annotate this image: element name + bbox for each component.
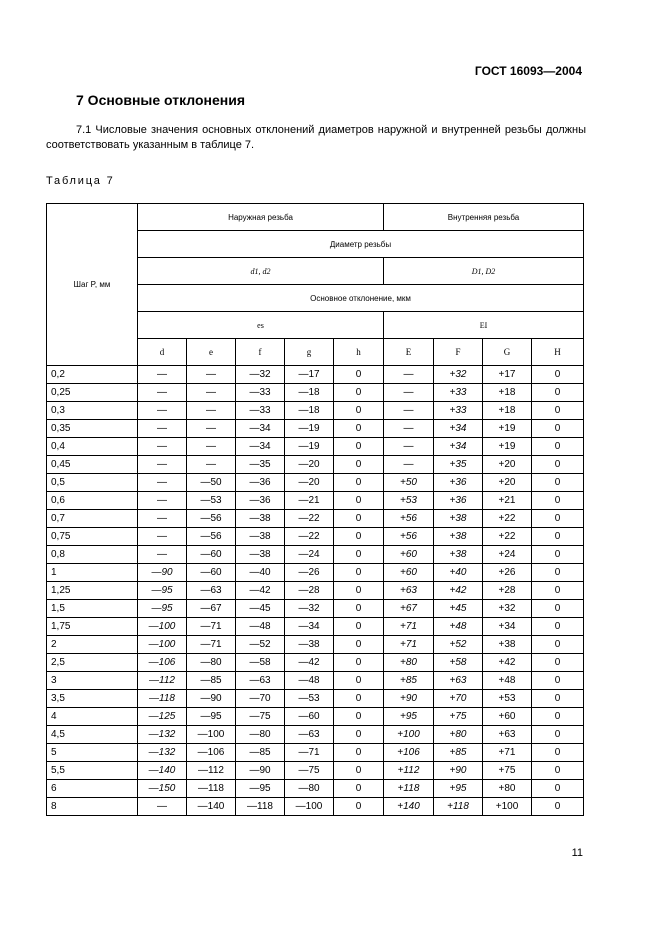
value-cell-h-internal: 0	[532, 582, 584, 600]
value-cell-g-internal: +22	[483, 510, 532, 528]
value-cell-g-internal: +53	[483, 690, 532, 708]
value-cell-e-internal: —	[384, 420, 434, 438]
value-cell-h-external: 0	[334, 672, 384, 690]
value-cell-g-internal: +71	[483, 744, 532, 762]
value-cell-h-external: 0	[334, 618, 384, 636]
value-cell-e-internal: —	[384, 384, 434, 402]
value-cell-g-external: —100	[285, 798, 334, 816]
table-row	[47, 780, 584, 798]
step-cell: 0,8	[47, 546, 138, 564]
deviations-table	[46, 203, 584, 816]
value-cell-e-internal: +85	[384, 672, 434, 690]
step-cell: 4	[47, 708, 138, 726]
value-cell-d-external: —	[138, 384, 187, 402]
step-cell: 0,75	[47, 528, 138, 546]
value-cell-g-internal: +34	[483, 618, 532, 636]
value-cell-e-external: —56	[187, 510, 236, 528]
value-cell-d-external: —90	[138, 564, 187, 582]
value-cell-e-external: —	[187, 366, 236, 384]
value-cell-h-internal: 0	[532, 510, 584, 528]
value-cell-g-external: —32	[285, 600, 334, 618]
table-row	[47, 672, 584, 690]
value-cell-e-external: —	[187, 456, 236, 474]
value-cell-g-external: —17	[285, 366, 334, 384]
table-row	[47, 726, 584, 744]
value-cell-e-external: —80	[187, 654, 236, 672]
value-cell-h-external: 0	[334, 492, 384, 510]
value-cell-e-internal: +80	[384, 654, 434, 672]
internal-diameter-symbols: D1, D2	[384, 258, 584, 285]
value-cell-d-external: —	[138, 492, 187, 510]
table-row	[47, 438, 584, 456]
value-cell-h-internal: 0	[532, 726, 584, 744]
table-row	[47, 366, 584, 384]
value-cell-g-internal: +32	[483, 600, 532, 618]
value-cell-f-internal: +90	[434, 762, 483, 780]
value-cell-d-external: —132	[138, 744, 187, 762]
column-letter-header: E	[384, 339, 434, 366]
value-cell-f-external: —38	[236, 528, 285, 546]
value-cell-f-external: —45	[236, 600, 285, 618]
value-cell-g-external: —24	[285, 546, 334, 564]
step-header: Шаг P, мм	[47, 204, 138, 366]
value-cell-g-external: —22	[285, 528, 334, 546]
value-cell-d-external: —	[138, 366, 187, 384]
step-cell: 4,5	[47, 726, 138, 744]
value-cell-f-internal: +36	[434, 492, 483, 510]
value-cell-g-external: —60	[285, 708, 334, 726]
value-cell-h-internal: 0	[532, 762, 584, 780]
value-cell-e-external: —	[187, 384, 236, 402]
value-cell-e-external: —140	[187, 798, 236, 816]
value-cell-g-external: —18	[285, 384, 334, 402]
value-cell-d-external: —	[138, 438, 187, 456]
external-thread-header: Наружная резьба	[138, 204, 384, 231]
value-cell-g-internal: +18	[483, 402, 532, 420]
value-cell-f-external: —80	[236, 726, 285, 744]
value-cell-f-external: —34	[236, 420, 285, 438]
value-cell-h-external: 0	[334, 456, 384, 474]
table-row	[47, 546, 584, 564]
value-cell-g-internal: +22	[483, 528, 532, 546]
value-cell-f-external: —52	[236, 636, 285, 654]
column-letter-header: G	[483, 339, 532, 366]
step-cell: 0,5	[47, 474, 138, 492]
value-cell-h-internal: 0	[532, 528, 584, 546]
value-cell-e-external: —56	[187, 528, 236, 546]
value-cell-g-external: —53	[285, 690, 334, 708]
value-cell-d-external: —95	[138, 600, 187, 618]
value-cell-g-external: —20	[285, 456, 334, 474]
value-cell-f-internal: +42	[434, 582, 483, 600]
value-cell-g-external: —80	[285, 780, 334, 798]
column-letter-header: f	[236, 339, 285, 366]
value-cell-f-internal: +34	[434, 438, 483, 456]
value-cell-e-internal: +56	[384, 528, 434, 546]
value-cell-f-external: —63	[236, 672, 285, 690]
value-cell-d-external: —106	[138, 654, 187, 672]
value-cell-e-internal: —	[384, 456, 434, 474]
value-cell-h-internal: 0	[532, 744, 584, 762]
value-cell-e-internal: +71	[384, 636, 434, 654]
value-cell-h-internal: 0	[532, 438, 584, 456]
value-cell-e-internal: +90	[384, 690, 434, 708]
value-cell-e-external: —71	[187, 618, 236, 636]
value-cell-f-external: —40	[236, 564, 285, 582]
value-cell-g-external: —42	[285, 654, 334, 672]
value-cell-f-external: —34	[236, 438, 285, 456]
value-cell-h-internal: 0	[532, 690, 584, 708]
ei-header: EI	[384, 312, 584, 339]
table-row	[47, 708, 584, 726]
value-cell-g-internal: +24	[483, 546, 532, 564]
value-cell-h-internal: 0	[532, 780, 584, 798]
value-cell-e-internal: +60	[384, 546, 434, 564]
value-cell-h-internal: 0	[532, 618, 584, 636]
value-cell-d-external: —	[138, 474, 187, 492]
value-cell-f-internal: +45	[434, 600, 483, 618]
column-letter-header: F	[434, 339, 483, 366]
value-cell-e-internal: —	[384, 438, 434, 456]
intro-paragraph: 7.1 Числовые значения основных отклонений диаметров наружной и внутренней резьбы должны соответствовать указанным в таблице 7.	[46, 124, 586, 151]
internal-thread-header: Внутренняя резьба	[384, 204, 584, 231]
value-cell-e-external: —71	[187, 636, 236, 654]
value-cell-f-external: —33	[236, 384, 285, 402]
value-cell-d-external: —	[138, 798, 187, 816]
value-cell-f-internal: +33	[434, 402, 483, 420]
table-row	[47, 420, 584, 438]
value-cell-e-external: —118	[187, 780, 236, 798]
step-cell: 0,7	[47, 510, 138, 528]
step-cell: 3,5	[47, 690, 138, 708]
value-cell-f-external: —36	[236, 492, 285, 510]
value-cell-h-internal: 0	[532, 672, 584, 690]
value-cell-h-external: 0	[334, 690, 384, 708]
value-cell-h-internal: 0	[532, 654, 584, 672]
step-cell: 1,25	[47, 582, 138, 600]
value-cell-f-internal: +52	[434, 636, 483, 654]
value-cell-e-external: —	[187, 438, 236, 456]
value-cell-h-external: 0	[334, 798, 384, 816]
table-caption: Таблица 7	[46, 175, 115, 187]
value-cell-g-external: —63	[285, 726, 334, 744]
value-cell-h-external: 0	[334, 726, 384, 744]
value-cell-h-internal: 0	[532, 402, 584, 420]
table-row	[47, 654, 584, 672]
value-cell-g-internal: +42	[483, 654, 532, 672]
value-cell-e-internal: +118	[384, 780, 434, 798]
value-cell-g-external: —21	[285, 492, 334, 510]
value-cell-d-external: —	[138, 420, 187, 438]
value-cell-h-external: 0	[334, 780, 384, 798]
value-cell-h-external: 0	[334, 636, 384, 654]
value-cell-f-external: —118	[236, 798, 285, 816]
value-cell-e-internal: +100	[384, 726, 434, 744]
value-cell-h-external: 0	[334, 474, 384, 492]
table-row	[47, 690, 584, 708]
deviation-header: Основное отклонение, мкм	[138, 285, 584, 312]
value-cell-e-internal: +67	[384, 600, 434, 618]
table-row	[47, 618, 584, 636]
value-cell-f-external: —35	[236, 456, 285, 474]
value-cell-g-external: —26	[285, 564, 334, 582]
value-cell-g-internal: +63	[483, 726, 532, 744]
table-row	[47, 762, 584, 780]
value-cell-h-external: 0	[334, 384, 384, 402]
value-cell-f-external: —58	[236, 654, 285, 672]
column-letter-header: d	[138, 339, 187, 366]
table-row	[47, 510, 584, 528]
value-cell-f-external: —38	[236, 510, 285, 528]
step-cell: 6	[47, 780, 138, 798]
step-cell: 3	[47, 672, 138, 690]
table-row	[47, 582, 584, 600]
value-cell-f-internal: +36	[434, 474, 483, 492]
value-cell-f-internal: +35	[434, 456, 483, 474]
table-row	[47, 798, 584, 816]
value-cell-e-external: —63	[187, 582, 236, 600]
value-cell-d-external: —125	[138, 708, 187, 726]
value-cell-g-internal: +100	[483, 798, 532, 816]
es-header: es	[138, 312, 384, 339]
value-cell-g-external: —34	[285, 618, 334, 636]
value-cell-f-internal: +32	[434, 366, 483, 384]
value-cell-g-internal: +80	[483, 780, 532, 798]
value-cell-g-external: —28	[285, 582, 334, 600]
value-cell-d-external: —100	[138, 618, 187, 636]
value-cell-h-external: 0	[334, 402, 384, 420]
value-cell-e-external: —112	[187, 762, 236, 780]
value-cell-h-external: 0	[334, 564, 384, 582]
value-cell-h-external: 0	[334, 438, 384, 456]
column-letter-header: H	[532, 339, 584, 366]
value-cell-e-external: —85	[187, 672, 236, 690]
value-cell-d-external: —	[138, 528, 187, 546]
value-cell-e-external: —100	[187, 726, 236, 744]
value-cell-e-internal: +140	[384, 798, 434, 816]
value-cell-f-internal: +95	[434, 780, 483, 798]
value-cell-d-external: —	[138, 402, 187, 420]
value-cell-f-internal: +58	[434, 654, 483, 672]
value-cell-g-internal: +20	[483, 474, 532, 492]
step-cell: 1,75	[47, 618, 138, 636]
value-cell-h-internal: 0	[532, 546, 584, 564]
value-cell-e-external: —	[187, 402, 236, 420]
value-cell-h-external: 0	[334, 582, 384, 600]
value-cell-d-external: —	[138, 546, 187, 564]
value-cell-d-external: —150	[138, 780, 187, 798]
step-cell: 5,5	[47, 762, 138, 780]
value-cell-e-external: —60	[187, 564, 236, 582]
value-cell-h-internal: 0	[532, 708, 584, 726]
value-cell-h-internal: 0	[532, 456, 584, 474]
step-cell: 0,4	[47, 438, 138, 456]
value-cell-h-internal: 0	[532, 636, 584, 654]
value-cell-f-internal: +85	[434, 744, 483, 762]
diameter-header: Диаметр резьбы	[138, 231, 584, 258]
value-cell-e-external: —95	[187, 708, 236, 726]
value-cell-f-internal: +70	[434, 690, 483, 708]
value-cell-g-external: —71	[285, 744, 334, 762]
value-cell-d-external: —95	[138, 582, 187, 600]
table-row	[47, 528, 584, 546]
value-cell-e-internal: +112	[384, 762, 434, 780]
value-cell-g-internal: +75	[483, 762, 532, 780]
value-cell-g-internal: +18	[483, 384, 532, 402]
value-cell-d-external: —112	[138, 672, 187, 690]
column-letter-header: e	[187, 339, 236, 366]
value-cell-g-internal: +48	[483, 672, 532, 690]
table-row	[47, 744, 584, 762]
value-cell-g-internal: +19	[483, 438, 532, 456]
value-cell-h-external: 0	[334, 510, 384, 528]
value-cell-f-internal: +33	[434, 384, 483, 402]
value-cell-f-external: —32	[236, 366, 285, 384]
value-cell-g-internal: +17	[483, 366, 532, 384]
section-heading: 7 Основные отклонения	[76, 92, 246, 108]
value-cell-f-internal: +118	[434, 798, 483, 816]
value-cell-e-external: —	[187, 420, 236, 438]
value-cell-f-internal: +48	[434, 618, 483, 636]
value-cell-g-internal: +26	[483, 564, 532, 582]
value-cell-h-internal: 0	[532, 474, 584, 492]
step-cell: 0,2	[47, 366, 138, 384]
value-cell-e-external: —50	[187, 474, 236, 492]
step-cell: 0,6	[47, 492, 138, 510]
value-cell-h-internal: 0	[532, 366, 584, 384]
table-row	[47, 600, 584, 618]
value-cell-h-external: 0	[334, 744, 384, 762]
step-cell: 5	[47, 744, 138, 762]
value-cell-e-internal: +56	[384, 510, 434, 528]
value-cell-f-external: —70	[236, 690, 285, 708]
value-cell-f-internal: +38	[434, 528, 483, 546]
value-cell-h-internal: 0	[532, 384, 584, 402]
value-cell-e-internal: +71	[384, 618, 434, 636]
column-letter-header: g	[285, 339, 334, 366]
value-cell-e-internal: —	[384, 366, 434, 384]
value-cell-e-internal: +106	[384, 744, 434, 762]
value-cell-h-internal: 0	[532, 420, 584, 438]
value-cell-f-external: —75	[236, 708, 285, 726]
value-cell-g-external: —38	[285, 636, 334, 654]
table-row	[47, 402, 584, 420]
value-cell-e-external: —60	[187, 546, 236, 564]
value-cell-g-external: —19	[285, 420, 334, 438]
table-row	[47, 564, 584, 582]
step-cell: 8	[47, 798, 138, 816]
value-cell-g-external: —22	[285, 510, 334, 528]
value-cell-g-internal: +38	[483, 636, 532, 654]
value-cell-h-external: 0	[334, 420, 384, 438]
value-cell-f-internal: +38	[434, 546, 483, 564]
value-cell-e-external: —90	[187, 690, 236, 708]
value-cell-g-internal: +20	[483, 456, 532, 474]
step-cell: 2,5	[47, 654, 138, 672]
table-row	[47, 492, 584, 510]
value-cell-e-internal: +50	[384, 474, 434, 492]
value-cell-g-internal: +28	[483, 582, 532, 600]
value-cell-d-external: —	[138, 510, 187, 528]
table-row	[47, 474, 584, 492]
table-row	[47, 456, 584, 474]
value-cell-e-internal: +60	[384, 564, 434, 582]
value-cell-e-internal: —	[384, 402, 434, 420]
value-cell-g-internal: +60	[483, 708, 532, 726]
value-cell-h-external: 0	[334, 708, 384, 726]
step-cell: 1,5	[47, 600, 138, 618]
value-cell-g-external: —48	[285, 672, 334, 690]
value-cell-d-external: —132	[138, 726, 187, 744]
value-cell-h-external: 0	[334, 366, 384, 384]
column-letter-header: h	[334, 339, 384, 366]
value-cell-h-internal: 0	[532, 798, 584, 816]
document-id: ГОСТ 16093—2004	[474, 64, 582, 78]
value-cell-g-external: —19	[285, 438, 334, 456]
value-cell-f-external: —42	[236, 582, 285, 600]
value-cell-g-external: —75	[285, 762, 334, 780]
table-row	[47, 384, 584, 402]
value-cell-f-external: —33	[236, 402, 285, 420]
value-cell-h-external: 0	[334, 654, 384, 672]
value-cell-f-internal: +38	[434, 510, 483, 528]
value-cell-f-external: —95	[236, 780, 285, 798]
value-cell-h-internal: 0	[532, 492, 584, 510]
value-cell-f-internal: +34	[434, 420, 483, 438]
value-cell-e-internal: +95	[384, 708, 434, 726]
value-cell-f-external: —36	[236, 474, 285, 492]
external-diameter-symbols: d1, d2	[138, 258, 384, 285]
step-cell: 2	[47, 636, 138, 654]
value-cell-h-internal: 0	[532, 600, 584, 618]
value-cell-e-external: —67	[187, 600, 236, 618]
value-cell-d-external: —100	[138, 636, 187, 654]
value-cell-h-external: 0	[334, 528, 384, 546]
value-cell-h-external: 0	[334, 600, 384, 618]
table-row	[47, 636, 584, 654]
value-cell-f-internal: +63	[434, 672, 483, 690]
value-cell-f-external: —90	[236, 762, 285, 780]
page-number: 11	[571, 847, 583, 859]
step-cell: 0,35	[47, 420, 138, 438]
value-cell-e-internal: +53	[384, 492, 434, 510]
value-cell-g-external: —18	[285, 402, 334, 420]
value-cell-e-external: —106	[187, 744, 236, 762]
value-cell-f-internal: +75	[434, 708, 483, 726]
value-cell-d-external: —140	[138, 762, 187, 780]
value-cell-f-external: —85	[236, 744, 285, 762]
value-cell-h-internal: 0	[532, 564, 584, 582]
value-cell-e-external: —53	[187, 492, 236, 510]
value-cell-g-external: —20	[285, 474, 334, 492]
step-cell: 0,45	[47, 456, 138, 474]
value-cell-d-external: —	[138, 456, 187, 474]
value-cell-g-internal: +21	[483, 492, 532, 510]
value-cell-h-external: 0	[334, 546, 384, 564]
value-cell-f-internal: +80	[434, 726, 483, 744]
value-cell-h-external: 0	[334, 762, 384, 780]
value-cell-f-external: —48	[236, 618, 285, 636]
value-cell-f-external: —38	[236, 546, 285, 564]
step-cell: 0,3	[47, 402, 138, 420]
step-cell: 1	[47, 564, 138, 582]
value-cell-f-internal: +40	[434, 564, 483, 582]
step-cell: 0,25	[47, 384, 138, 402]
value-cell-e-internal: +63	[384, 582, 434, 600]
value-cell-g-internal: +19	[483, 420, 532, 438]
value-cell-d-external: —118	[138, 690, 187, 708]
